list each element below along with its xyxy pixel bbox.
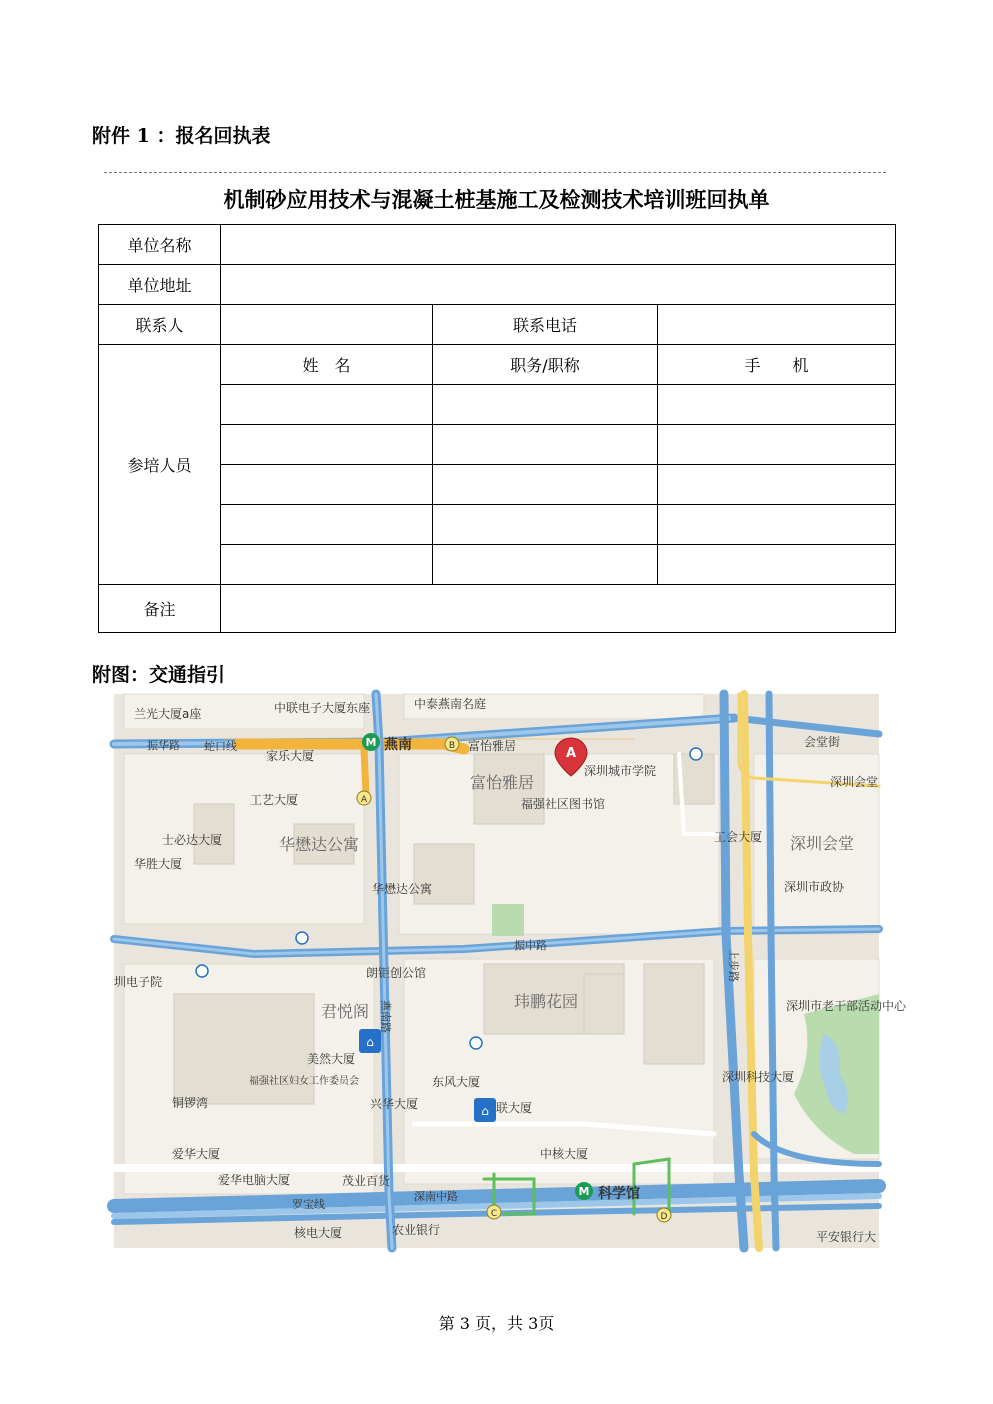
map-poi-label: 士必达大厦 <box>162 833 223 847</box>
dashed-separator <box>104 172 886 173</box>
unit-name-field[interactable] <box>221 225 896 265</box>
map-poi-label: 华懋达公寓 <box>372 882 433 896</box>
map-poi-label: 爱华大厦 <box>172 1147 221 1161</box>
unit-address-field[interactable] <box>221 265 896 305</box>
map-poi-label: 深圳城市学院 <box>584 764 657 778</box>
bus-stop-icon[interactable] <box>474 1098 496 1122</box>
map-road-label: 上步路 <box>727 949 740 982</box>
map-poi-label: 华懋达公寓 <box>279 835 360 854</box>
participant-mobile-cell[interactable] <box>658 545 896 585</box>
unit-address-label: 单位地址 <box>99 265 221 305</box>
metro-station-yannan[interactable] <box>362 733 380 751</box>
map-poi-label: 华胜大厦 <box>134 857 183 871</box>
map-poi-label: 核电大厦 <box>294 1226 343 1240</box>
map-poi-label: 圳电子院 <box>114 975 163 989</box>
map-poi-label: 农业银行 <box>392 1223 441 1237</box>
participant-title-cell[interactable] <box>433 465 658 505</box>
participant-title-cell[interactable] <box>433 385 658 425</box>
participant-mobile-cell[interactable] <box>658 425 896 465</box>
map-poi-label: 会堂街 <box>804 735 841 749</box>
metro-station-label: 科学馆 <box>598 1186 640 1202</box>
svg-text:M: M <box>365 736 377 749</box>
participant-name-cell[interactable] <box>221 385 433 425</box>
participants-label: 参培人员 <box>99 345 221 585</box>
map-poi-label: 深圳会堂 <box>790 834 855 853</box>
contact-field[interactable] <box>221 305 433 345</box>
metro-exit-label: B <box>448 741 456 751</box>
unit-name-label: 单位名称 <box>99 225 221 265</box>
map-road-label: 燕南路 <box>379 1000 392 1033</box>
metro-exit-label: A <box>360 795 368 805</box>
map-poi-label: 工艺大厦 <box>250 793 299 807</box>
svg-text:M: M <box>578 1185 590 1198</box>
svg-text:A: A <box>565 746 577 761</box>
participant-title-cell[interactable] <box>433 425 658 465</box>
map-poi-label: 君悦阁 <box>321 1002 370 1021</box>
map-road-label: 深南中路 <box>414 1190 458 1203</box>
metro-station-kexueguan[interactable] <box>575 1182 593 1200</box>
map-poi-label: 兰光大厦a座 <box>134 707 202 721</box>
bus-stop-icon[interactable] <box>359 1029 381 1053</box>
map-poi-label: 茂业百货 <box>342 1174 391 1188</box>
map-poi-label: 深圳科技大厦 <box>722 1070 795 1084</box>
map-road-label: 蛇口线 <box>204 740 237 753</box>
map-poi-label: 兴华大厦 <box>370 1097 419 1111</box>
map-poi-label: 中核大厦 <box>540 1147 589 1161</box>
phone-label: 联系电话 <box>433 305 658 345</box>
map-poi-label: 平安银行大 <box>816 1230 877 1244</box>
map-poi-label: 玮鹏花园 <box>514 992 579 1011</box>
svg-text:⌂: ⌂ <box>366 1035 374 1049</box>
map-poi-label: 福强社区妇女工作委员会 <box>249 1076 359 1087</box>
remark-label: 备注 <box>99 585 221 633</box>
attachment-heading: 附件 1 ：报名回执表 <box>92 125 271 147</box>
registration-form-table <box>98 224 896 633</box>
page-footer: 第 3 页，共 3页 <box>438 1314 555 1333</box>
metro-exit-label: D <box>660 1212 668 1222</box>
map-road-label: 罗宝线 <box>292 1198 325 1211</box>
green-area <box>492 904 524 936</box>
participant-name-cell[interactable] <box>221 465 433 505</box>
phone-field[interactable] <box>658 305 896 345</box>
participant-mobile-cell[interactable] <box>658 385 896 425</box>
map-canvas <box>114 694 907 1248</box>
map-heading: 附图：交通指引 <box>92 664 226 686</box>
map-poi-label: 中联电子大厦东座 <box>274 701 371 715</box>
remark-field[interactable] <box>221 585 896 633</box>
participant-title-cell[interactable] <box>433 545 658 585</box>
map-road-label: 振中路 <box>514 939 547 952</box>
participant-name-cell[interactable] <box>221 425 433 465</box>
map-poi-label: 深圳市老干部活动中心 <box>786 999 907 1013</box>
map-poi-label: 富怡雅居 <box>470 773 535 792</box>
map-poi-label: 中泰燕南名庭 <box>414 697 487 711</box>
map-poi-label: 深圳市政协 <box>784 880 845 894</box>
form-title: 机制砂应用技术与混凝土桩基施工及检测技术培训班回执单 <box>223 187 770 212</box>
traffic-map[interactable] <box>114 694 907 1248</box>
column-header-name: 姓 名 <box>221 345 433 385</box>
map-poi-label: 爱华电脑大厦 <box>218 1173 291 1187</box>
map-poi-label: 美然大厦 <box>307 1052 356 1066</box>
column-header-mobile: 手 机 <box>658 345 896 385</box>
participant-mobile-cell[interactable] <box>658 465 896 505</box>
column-header-title: 职务/职称 <box>433 345 658 385</box>
participant-title-cell[interactable] <box>433 505 658 545</box>
map-poi-label: 工会大厦 <box>714 830 763 844</box>
map-poi-label: 富怡雅居 <box>468 739 517 753</box>
map-poi-label: 东风大厦 <box>432 1075 481 1089</box>
map-poi-label: 家乐大厦 <box>266 749 315 763</box>
participant-name-cell[interactable] <box>221 505 433 545</box>
map-poi-label: 铜锣湾 <box>172 1096 209 1110</box>
map-poi-label: 联大厦 <box>496 1101 533 1115</box>
participant-mobile-cell[interactable] <box>658 505 896 545</box>
metro-exit-label: C <box>490 1209 498 1219</box>
map-poi-label: 朗钜创公馆 <box>366 966 427 980</box>
svg-text:⌂: ⌂ <box>481 1104 489 1118</box>
map-road-label: 振华路 <box>147 739 180 752</box>
metro-station-label: 燕南 <box>384 737 412 753</box>
participant-name-cell[interactable] <box>221 545 433 585</box>
contact-label: 联系人 <box>99 305 221 345</box>
map-poi-label: 福强社区图书馆 <box>521 797 606 811</box>
map-poi-label: 深圳会堂 <box>830 775 879 789</box>
